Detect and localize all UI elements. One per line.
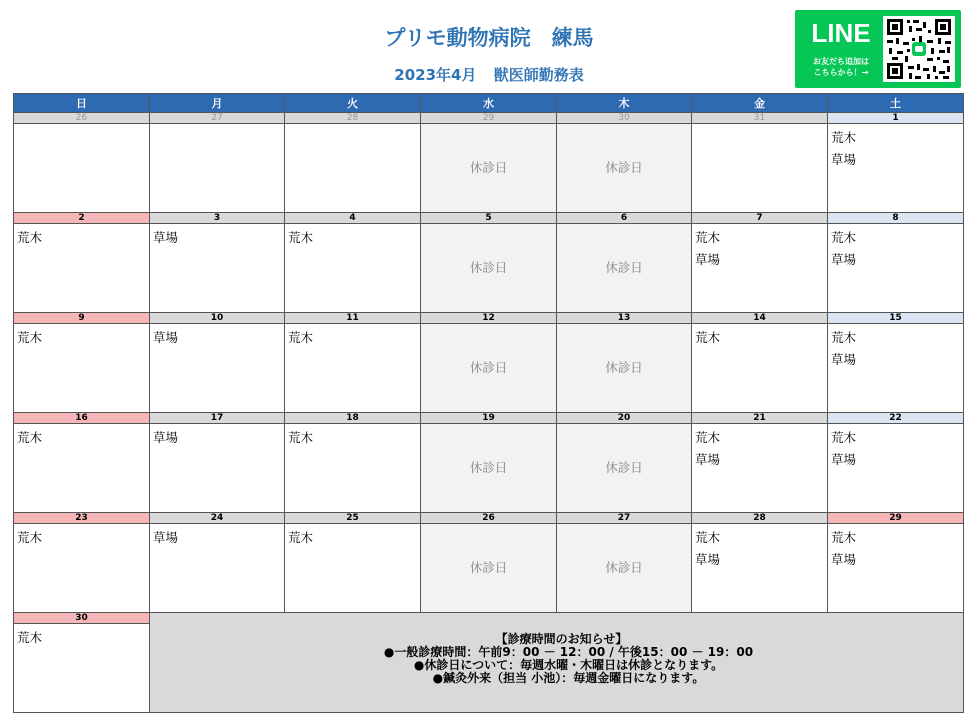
closed-day-label: 休診日 [469,160,508,175]
date-number: 3 [150,213,285,224]
staff-name: 荒木 [831,130,857,145]
date-number: 23 [14,513,150,524]
day-cell-closed [557,124,692,213]
date-number: 6 [557,213,692,224]
day-cell [828,224,964,313]
notice-heading: 【診療時間のお知らせ】 [495,632,628,646]
staff-name: 荒木 [288,230,314,245]
staff-name: 荒木 [17,330,43,345]
date-number: 26 [421,513,557,524]
weekday-header-row [14,94,964,113]
closed-day-label: 休診日 [469,460,508,475]
staff-name: 草場 [153,430,179,445]
closed-day-label: 休診日 [469,260,508,275]
day-cell-closed [557,524,692,613]
line-note-2: こちらから！→ [813,68,869,77]
day-cell [285,124,421,213]
week-row [14,424,964,513]
date-number: 27 [557,513,692,524]
day-cell [150,124,285,213]
staff-list [285,324,420,349]
staff-list [14,524,149,549]
closed-day-label: 休診日 [605,360,643,375]
staff-name: 荒木 [17,630,43,645]
weekday-header-wed: 水 [421,94,557,113]
staff-list [692,524,827,571]
line-logo: LINE [811,18,871,48]
page-title: プリモ動物病院 練馬 [384,26,594,50]
day-cell [692,524,828,613]
day-cell-closed [421,524,557,613]
day-cell [828,424,964,513]
day-cell [14,324,150,413]
day-cell-closed [557,224,692,313]
day-cell-closed [421,324,557,413]
weekday-header-tue: 火 [285,94,421,113]
day-cell [828,324,964,413]
staff-name: 荒木 [831,330,857,345]
weekday-header-mon: 月 [150,94,285,113]
staff-list [828,124,963,171]
date-number: 1 [828,113,964,124]
date-number: 16 [14,413,150,424]
date-number: 30 [557,113,692,124]
date-number: 29 [828,513,964,524]
day-cell [150,524,285,613]
closed-day-label: 休診日 [469,560,508,575]
date-number: 24 [150,513,285,524]
week-row [14,324,964,413]
staff-list [692,224,827,271]
staff-list [14,224,149,249]
staff-name: 草場 [695,252,721,267]
staff-name: 荒木 [831,430,857,445]
staff-name: 草場 [153,330,179,345]
line-note-1: お友だち追加は [813,57,869,66]
day-cell [14,224,150,313]
date-number: 13 [557,313,692,324]
date-number: 29 [421,113,557,124]
date-number: 7 [692,213,828,224]
line-add-friend-badge[interactable] [795,10,961,88]
date-number: 4 [285,213,421,224]
date-number: 10 [150,313,285,324]
staff-name: 草場 [153,230,179,245]
day-cell-closed [421,124,557,213]
weekday-header-sat: 土 [828,94,964,113]
clinic-notice [150,613,963,685]
staff-name: 草場 [831,152,857,167]
staff-name: 荒木 [695,230,721,245]
staff-name: 草場 [695,552,721,567]
staff-name: 草場 [153,530,179,545]
day-cell [14,124,150,213]
staff-list [150,524,284,549]
staff-name: 荒木 [695,530,721,545]
closed-day-label: 休診日 [605,160,643,175]
date-number-row [14,113,964,124]
day-cell [285,224,421,313]
day-cell [285,324,421,413]
date-number: 30 [14,613,150,624]
staff-list [828,524,963,571]
staff-name: 草場 [695,452,721,467]
staff-list [150,424,284,449]
date-number: 28 [285,113,421,124]
date-number-row [14,513,964,524]
date-number-row [14,213,964,224]
date-number: 18 [285,413,421,424]
week-row [14,124,964,213]
weekday-header-thu: 木 [557,94,692,113]
date-number-row [14,413,964,424]
staff-list [828,224,963,271]
staff-list [692,424,827,471]
day-cell [692,224,828,313]
day-cell [692,424,828,513]
staff-name: 草場 [831,252,857,267]
day-cell [692,124,828,213]
staff-name: 荒木 [288,330,314,345]
staff-list [828,324,963,371]
notice-closed-days: ●休診日について：毎週水曜・木曜日は休診となります。 [413,658,724,672]
date-number: 12 [421,313,557,324]
staff-list [285,424,420,449]
day-cell [285,424,421,513]
staff-list [692,324,827,349]
staff-list [14,624,149,649]
date-number: 22 [828,413,964,424]
staff-list [14,424,149,449]
week-row [14,224,964,313]
staff-name: 荒木 [17,430,43,445]
line-note [803,56,879,78]
day-cell [692,324,828,413]
staff-name: 草場 [831,552,857,567]
notice-cell [150,613,964,713]
staff-name: 荒木 [695,430,721,445]
day-cell-closed [421,424,557,513]
closed-day-label: 休診日 [605,460,643,475]
day-cell [14,424,150,513]
qr-code-icon[interactable] [883,16,955,82]
staff-name: 荒木 [17,530,43,545]
date-number: 28 [692,513,828,524]
day-cell-closed [421,224,557,313]
week-row [14,524,964,613]
staff-name: 荒木 [288,530,314,545]
notice-hours: ●一般診療時間：午前9：00 － 12：00 / 午後15：00 － 19：00 [383,645,754,659]
day-cell-closed [557,324,692,413]
staff-list [150,224,284,249]
notice-acupuncture: ●鍼灸外来（担当 小池）：毎週金曜日になります。 [432,671,705,685]
staff-name: 草場 [831,452,857,467]
date-number: 25 [285,513,421,524]
date-number: 17 [150,413,285,424]
weekday-header-sun: 日 [14,94,150,113]
closed-day-label: 休診日 [469,360,508,375]
staff-name: 草場 [831,352,857,367]
day-cell [285,524,421,613]
date-number: 26 [14,113,150,124]
staff-list [285,524,420,549]
date-number: 27 [150,113,285,124]
closed-day-label: 休診日 [605,260,643,275]
date-number: 19 [421,413,557,424]
date-number: 15 [828,313,964,324]
date-number: 11 [285,313,421,324]
document-label: 獣医師勤務表 [493,66,584,84]
staff-list [150,324,284,349]
day-cell [150,224,285,313]
weekday-header-fri: 金 [692,94,828,113]
staff-list [828,424,963,471]
date-number: 21 [692,413,828,424]
date-number: 2 [14,213,150,224]
staff-list [285,224,420,249]
day-cell-closed [557,424,692,513]
calendar-table [13,93,964,713]
day-cell [14,524,150,613]
date-number: 31 [692,113,828,124]
closed-day-label: 休診日 [605,560,643,575]
date-number: 20 [557,413,692,424]
date-number: 5 [421,213,557,224]
date-number-row [14,613,964,624]
staff-name: 荒木 [17,230,43,245]
date-number-row [14,313,964,324]
staff-list [14,324,149,349]
date-number: 8 [828,213,964,224]
day-cell [150,424,285,513]
staff-name: 荒木 [831,230,857,245]
day-cell [14,624,150,713]
day-cell [828,124,964,213]
staff-name: 荒木 [695,330,721,345]
date-number: 9 [14,313,150,324]
date-number: 14 [692,313,828,324]
staff-name: 荒木 [831,530,857,545]
day-cell [828,524,964,613]
day-cell [150,324,285,413]
month-label: 2023年4月 [394,66,477,84]
staff-name: 荒木 [288,430,314,445]
